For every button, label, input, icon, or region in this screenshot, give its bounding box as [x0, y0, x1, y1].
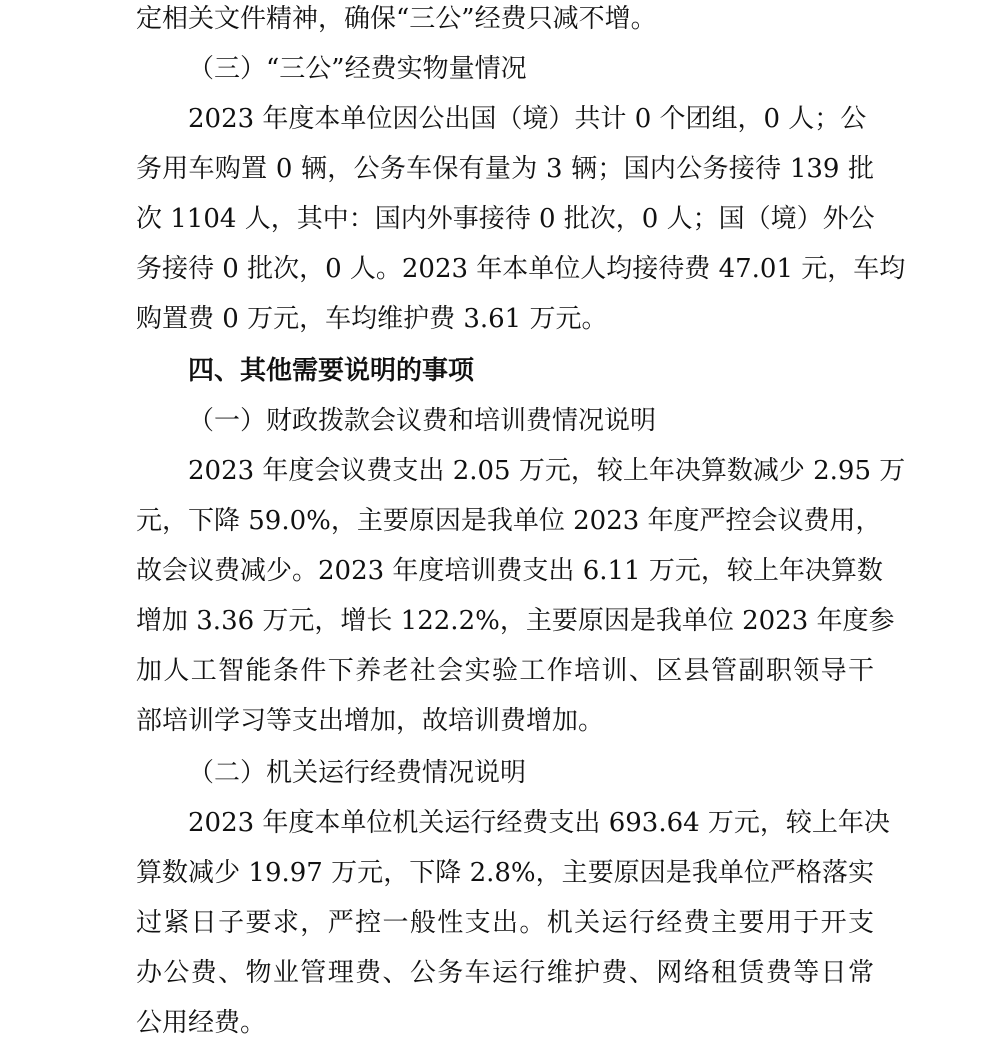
paragraph-line-15: 部培训学习等支出增加，故培训费增加。 — [136, 706, 605, 736]
paragraph-line-18: 算数减少 19.97 万元，下降 2.8%，主要原因是我单位严格落实 — [136, 858, 874, 888]
paragraph-line-5: 次 1104 人，其中：国内外事接待 0 批次，0 人；国（境）外公 — [136, 204, 875, 234]
paragraph-line-10: 2023 年度会议费支出 2.05 万元，较上年决算数减少 2.95 万 — [188, 456, 906, 486]
paragraph-line-12: 故会议费减少。2023 年度培训费支出 6.11 万元，较上年决算数 — [136, 556, 883, 586]
section-heading-operating-expenses: （二）机关运行经费情况说明 — [188, 758, 527, 788]
paragraph-line-19: 过紧日子要求，严控一般性支出。机关运行经费主要用于开支 — [136, 908, 874, 938]
paragraph-line-14: 加人工智能条件下养老社会实验工作培训、区县管副职领导干 — [136, 656, 874, 686]
paragraph-line-17: 2023 年度本单位机关运行经费支出 693.64 万元，较上年决 — [188, 808, 890, 838]
paragraph-line-1: 定相关文件精神，确保“三公”经费只减不增。 — [136, 4, 657, 34]
paragraph-line-11: 元，下降 59.0%，主要原因是我单位 2023 年度严控会议费用， — [136, 506, 882, 536]
paragraph-line-4: 务用车购置 0 辆，公务车保有量为 3 辆；国内公务接待 139 批 — [136, 154, 874, 184]
section-heading-meeting-training-fees: （一）财政拨款会议费和培训费情况说明 — [188, 406, 657, 436]
paragraph-line-20: 办公费、物业管理费、公务车运行维护费、网络租赁费等日常 — [136, 958, 874, 988]
paragraph-line-13: 增加 3.36 万元，增长 122.2%，主要原因是我单位 2023 年度参 — [136, 606, 895, 636]
section-heading-sangong-quantity: （三）“三公”经费实物量情况 — [188, 54, 527, 84]
paragraph-line-3: 2023 年度本单位因公出国（境）共计 0 个团组，0 人；公 — [188, 104, 867, 134]
section-heading-other-matters: 四、其他需要说明的事项 — [188, 356, 475, 386]
paragraph-line-21: 公用经费。 — [136, 1008, 267, 1038]
paragraph-line-6: 务接待 0 批次，0 人。2023 年本单位人均接待费 47.01 元，车均 — [136, 254, 906, 284]
paragraph-line-7: 购置费 0 万元，车均维护费 3.61 万元。 — [136, 304, 608, 334]
